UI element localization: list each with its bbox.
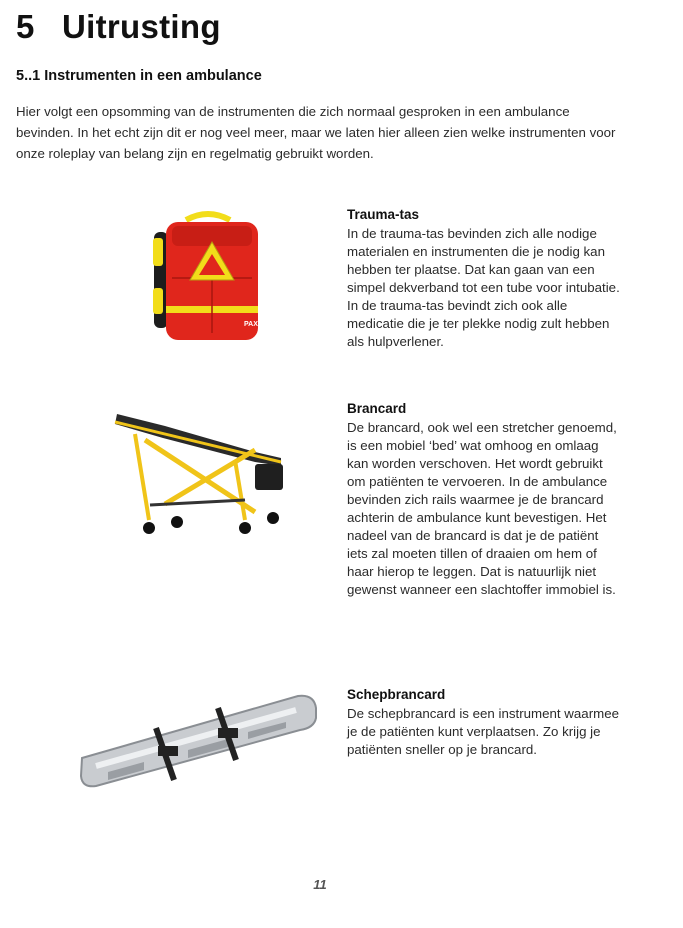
page-number: 11 xyxy=(313,877,327,892)
chapter-heading xyxy=(16,8,221,46)
stretcher-image xyxy=(105,400,290,545)
scoop-stretcher-image xyxy=(78,688,322,794)
section-heading: 5..1 Instrumenten in een ambulance xyxy=(16,68,262,84)
brancard-text: De brancard, ook wel een stretcher genoemd, is een mobiel ‘bed’ wat omhoog en omlaag kan worden verschoven. Het wordt gebruikt om patiënten te vervoeren. In de ambulance bevinden zich rails waarmee je de brancard achterin de ambulance kunt bevestigen. Het nadeel van de brancard is dat je de patiënt iets zal moeten tillen of draaien om hem of haar hierop te leggen. Dat is natuurlijk niet gewenst wanneer een slachtoffer immobiel is. xyxy=(347,420,617,597)
schepbrancard-title: Schepbrancard xyxy=(347,687,446,702)
schepbrancard-text: De schepbrancard is een instrument waarmee je de patiënten kunt verplaatsen. Zo krijg je patiënten sneller op je brancard. xyxy=(347,706,619,757)
intro-paragraph: Hier volgt een opsomming van de instrumenten die zich normaal gesproken in een ambulance bevinden. In het echt zijn dit er nog veel meer, maar we laten hier alleen zien welke instrumenten voor onze roleplay van belang zijn en regelmatig gebruikt worden. xyxy=(16,104,616,161)
brancard-title: Brancard xyxy=(347,401,407,416)
chapter-title: Uitrusting xyxy=(62,8,221,45)
trauma-bag-image xyxy=(138,208,278,348)
trauma-tas-title: Trauma-tas xyxy=(347,207,420,222)
chapter-number: 5 xyxy=(16,8,35,45)
trauma-tas-text: In de trauma-tas bevinden zich alle nodige materialen en instrumenten die je nodig kan hebben ter plaatse. Dat kan gaan van een simpel dekverband tot een tube voor intubatie. In de trauma-tas bevindt zich ook alle medicatie die je ter plekke nodig zult hebben als hulpverlener. xyxy=(347,226,620,349)
bag-brand-label: PAX xyxy=(244,321,258,328)
